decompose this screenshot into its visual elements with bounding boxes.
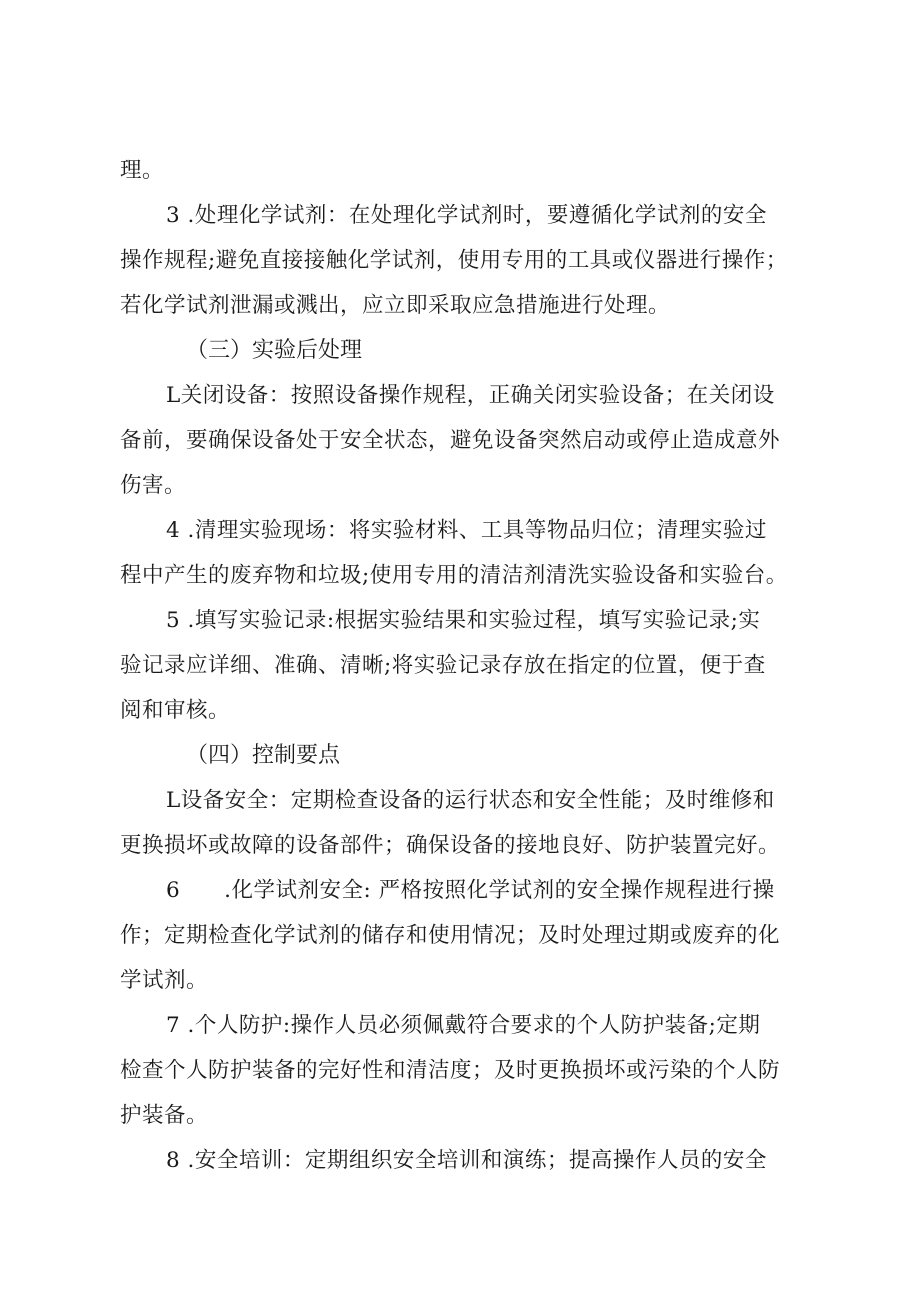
text-line-17: 6 .化学试剂安全: 严格按照化学试剂的安全操作规程进行操 xyxy=(166,878,775,903)
text-line-10: 程中产生的废弃物和垃圾;使用专用的清洁剂清洗实验设备和实验台。 xyxy=(120,563,788,588)
text-line-11: 5 .填写实验记录:根据实验结果和实验过程，填写实验记录;实 xyxy=(166,608,761,633)
text-line-2: 3 .处理化学试剂：在处理化学试剂时，要遵循化学试剂的安全 xyxy=(166,203,767,228)
text-line-12: 验记录应详细、准确、清晰;将实验记录存放在指定的位置，便于查 xyxy=(120,653,766,678)
text-line-7: 备前，要确保设备处于安全状态，避免设备突然启动或停止造成意外 xyxy=(120,428,781,453)
text-line-18: 作；定期检查化学试剂的储存和使用情况；及时处理过期或废弃的化 xyxy=(120,923,781,948)
text-line-3: 操作规程;避免直接接触化学试剂，使用专用的工具或仪器进行操作； xyxy=(120,248,788,273)
text-line-9: 4 .清理实验现场：将实验材料、工具等物品归位；清理实验过 xyxy=(166,518,767,543)
text-line-16: 更换损坏或故障的设备部件；确保设备的接地良好、防护装置完好。 xyxy=(120,833,781,858)
text-line-23: 8 .安全培训：定期组织安全培训和演练；提高操作人员的安全 xyxy=(166,1148,767,1173)
text-line-4: 若化学试剂泄漏或溅出，应立即采取应急措施进行处理。 xyxy=(120,293,671,318)
text-line-6: L关闭设备：按照设备操作规程，正确关闭实验设备；在关闭设 xyxy=(166,383,775,408)
document-page xyxy=(120,148,810,1183)
text-line-19: 学试剂。 xyxy=(120,968,209,993)
text-line-8: 伤害。 xyxy=(120,473,187,498)
text-line-20: 7 .个人防护:操作人员必须佩戴符合要求的个人防护装备;定期 xyxy=(166,1013,761,1038)
text-line-22: 护装备。 xyxy=(120,1103,209,1128)
text-line-1: 理。 xyxy=(120,158,165,183)
text-line-15: L设备安全：定期检查设备的运行状态和安全性能；及时维修和 xyxy=(166,788,775,813)
text-line-13: 阅和审核。 xyxy=(120,698,231,723)
section-heading-4: （四）控制要点 xyxy=(186,743,341,768)
text-line-21: 检查个人防护装备的完好性和清洁度；及时更换损坏或污染的个人防 xyxy=(120,1058,781,1083)
section-heading-3: （三）实验后处理 xyxy=(186,338,363,363)
